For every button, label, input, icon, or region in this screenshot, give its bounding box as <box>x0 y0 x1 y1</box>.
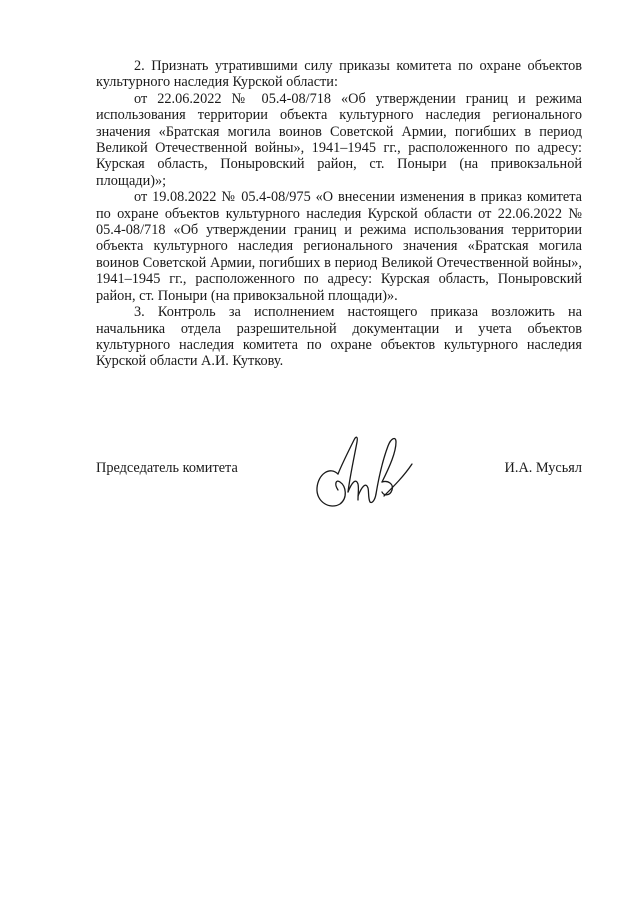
paragraph-item-2: 2. Признать утратившими силу приказы комитета по охране объектов культурного наследия Курской области: <box>96 58 582 91</box>
paragraph-order-718: от 22.06.2022 № 05.4-08/718 «Об утверждении границ и режима использования территории объекта культурного наследия регионального значения «Братская могила воинов Советской Армии, погибших в период Великой Отечественной войны», 1941–1945 гг., расположенного по адресу: Курская область, Поныровский район, ст. Поныри (на привокзальной площади)»; <box>96 90 582 189</box>
handwritten-signature <box>308 430 418 518</box>
signature-block <box>96 460 582 520</box>
signatory-title: Председатель комитета <box>96 460 238 476</box>
document-body <box>96 58 582 370</box>
paragraph-item-3: 3. Контроль за исполнением настоящего приказа возложить на начальника отдела разрешительной документации и учета объектов культурного наследия комитета по охране объектов культурного наследия Курской области А.И. Куткову. <box>96 304 582 370</box>
paragraph-order-975: от 19.08.2022 № 05.4-08/975 «О внесении изменения в приказ комитета по охране объектов культурного наследия Курской области от 22.06.2022 № 05.4-08/718 «Об утверждении границ и режима использования территории объекта культурного наследия регионального значения «Братская могила воинов Советской Армии, погибших в период Великой Отечественной войны», 1941–1945 гг., расположенного по адресу: Курская область, Поныровский район, ст. Поныри (на привокзальной площади)». <box>96 189 582 304</box>
signatory-name: И.А. Мусьял <box>504 460 582 476</box>
